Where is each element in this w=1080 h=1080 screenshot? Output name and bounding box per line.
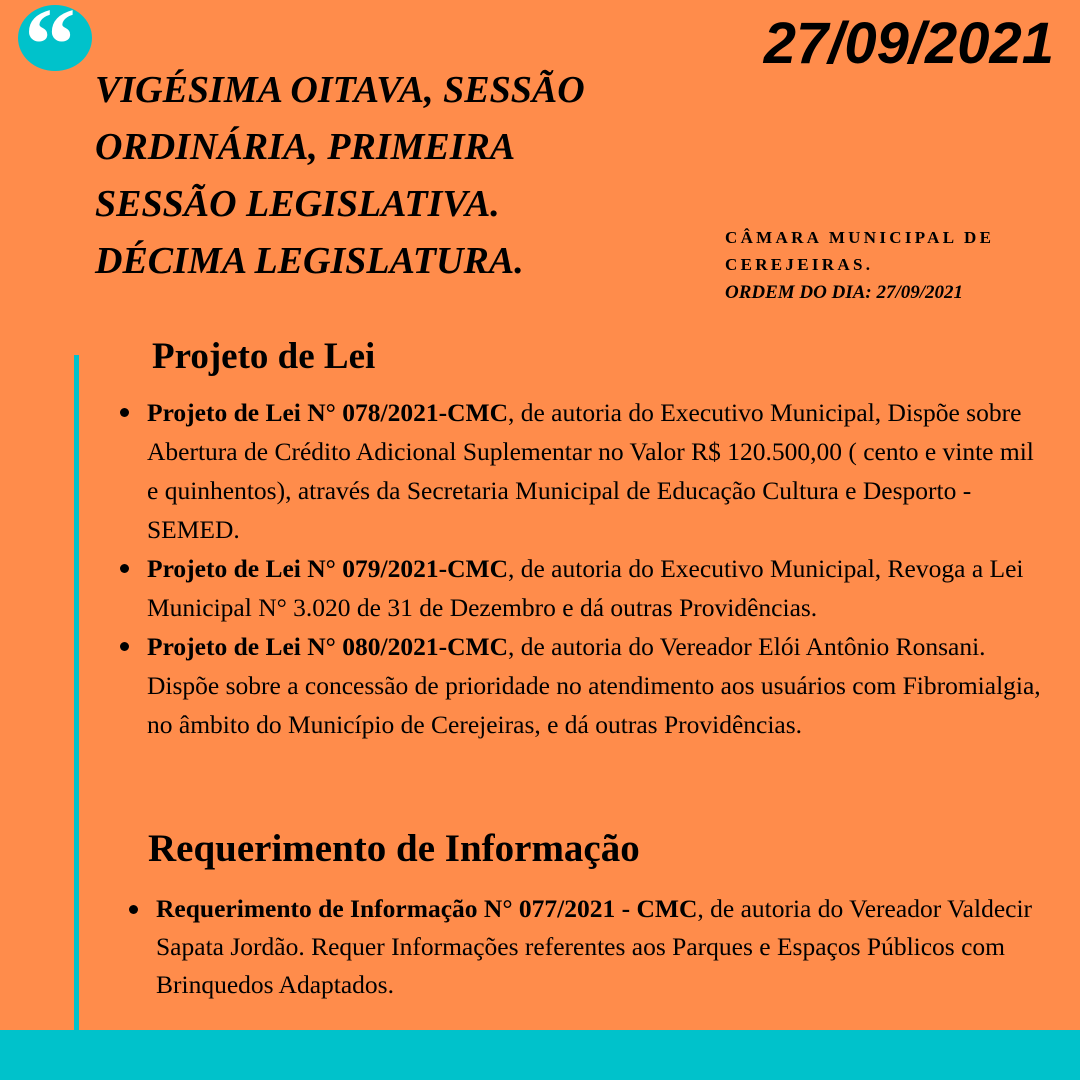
accent-divider bbox=[74, 355, 79, 1030]
quote-icon bbox=[18, 0, 92, 102]
item-text: , de autoria do Executivo Municipal, Revoga a Lei Municipal N° 3.020 de 31 de Dezembro e dá outras Providências. bbox=[147, 554, 1024, 622]
item-title: Projeto de Lei N° 079/2021-CMC bbox=[147, 554, 508, 583]
projetos-list bbox=[147, 393, 1042, 744]
quote-glyph: “ bbox=[24, 0, 76, 102]
list-item bbox=[156, 890, 1051, 1004]
list-item bbox=[147, 393, 1042, 549]
title-line: SESSÃO LEGISLATIVA. bbox=[95, 183, 500, 225]
list-item bbox=[147, 627, 1042, 744]
item-title: Projeto de Lei N° 078/2021-CMC bbox=[147, 398, 508, 427]
list-item bbox=[147, 549, 1042, 627]
session-title bbox=[95, 62, 695, 290]
title-line: ORDINÁRIA, PRIMEIRA bbox=[95, 126, 516, 168]
section-heading-requerimentos: Requerimento de Informação bbox=[148, 827, 640, 870]
title-line: DÉCIMA LEGISLATURA. bbox=[95, 240, 524, 282]
item-text: , de autoria do Vereador Valdecir Sapata Jordão. Requer Informações referentes aos Parques e Espaços Públicos com Brinquedos Adaptados. bbox=[156, 894, 1033, 999]
item-text: , de autoria do Vereador Elói Antônio Ronsani. Dispõe sobre a concessão de prioridade no atendimento aos usuários com Fibromialgia, no âmbito do Município de Cerejeiras, e dá outras Providências. bbox=[147, 632, 1041, 739]
title-line: VIGÉSIMA OITAVA, SESSÃO bbox=[95, 69, 585, 111]
item-text: , de autoria do Executivo Municipal, Dispõe sobre Abertura de Crédito Adicional Suplementar no Valor R$ 120.500,00 ( cento e vinte mil e quinhentos), através da Secretaria Municipal de Educação Cultura e Desporto - SEMED. bbox=[147, 398, 1034, 544]
org-line: CEREJEIRAS. bbox=[725, 255, 874, 274]
org-line: CÂMARA MUNICIPAL DE bbox=[725, 228, 995, 247]
footer-band bbox=[0, 1030, 1080, 1080]
item-title: Requerimento de Informação N° 077/2021 - CMC bbox=[156, 894, 698, 923]
ordem-do-dia: ORDEM DO DIA: 27/09/2021 bbox=[725, 282, 964, 303]
organization-name bbox=[725, 224, 994, 278]
date-heading: 27/09/2021 bbox=[763, 11, 1054, 76]
item-title: Projeto de Lei N° 080/2021-CMC bbox=[147, 632, 508, 661]
requerimentos-list bbox=[156, 890, 1051, 1004]
section-heading-projetos: Projeto de Lei bbox=[152, 336, 376, 377]
